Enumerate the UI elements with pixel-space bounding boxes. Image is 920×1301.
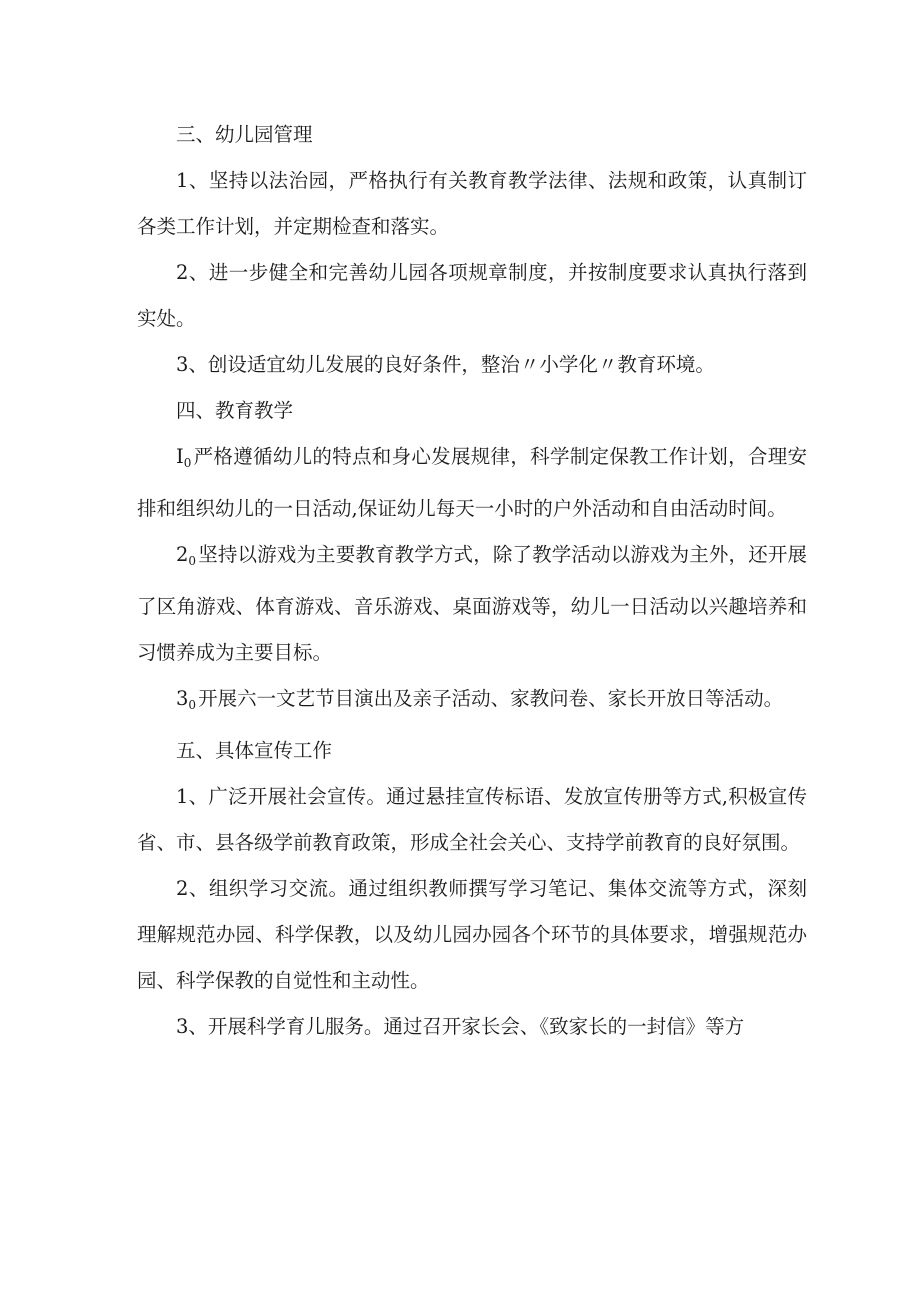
item-number: I — [176, 445, 184, 468]
paragraph-publicity-3: 3、开展科学育儿服务。通过召开家长会、《致家长的一封信》等方 — [176, 1015, 745, 1038]
paragraph-teaching-3 — [137, 676, 807, 728]
item-number-subscript: 0 — [188, 698, 197, 712]
paragraph-teaching-2 — [137, 532, 807, 676]
item-text: 严格遵循幼儿的特点和身心发展规律，科学制定保教工作计划，合理安排和组织幼儿的一日活动,保证幼儿每天一小时的户外活动和自由活动时间。 — [137, 445, 807, 520]
section-heading-teaching: 四、教育教学 — [176, 399, 294, 422]
item-number: 2 — [176, 543, 189, 566]
document-body — [137, 112, 807, 1050]
paragraph-management-3: 3、创设适宜幼儿发展的良好条件，整治〃小学化〃教育环境。 — [176, 353, 715, 376]
item-text: 坚持以游戏为主要教育教学方式，除了教学活动以游戏为主外，还开展了区角游戏、体育游戏、音乐游戏、桌面游戏等，幼儿一日活动以兴趣培养和习惯养成为主要目标。 — [137, 543, 807, 664]
section-heading-management: 三、幼儿园管理 — [176, 123, 313, 146]
item-number: 3 — [176, 687, 189, 710]
item-number-subscript: 0 — [183, 456, 192, 470]
paragraph-teaching-1 — [137, 434, 807, 532]
paragraph-publicity-1: 1、广泛开展社会宣传。通过悬挂宣传标语、发放宣传册等方式,积极宣传省、市、县各级学前教育政策，形成全社会关心、支持学前教育的良好氛围。 — [137, 785, 807, 854]
paragraph-management-2: 2、进一步健全和完善幼儿园各项规章制度，并按制度要求认真执行落到实处。 — [137, 261, 807, 330]
item-text: 开展六一文艺节目演出及亲子活动、家教问卷、家长开放日等活动。 — [198, 687, 784, 710]
paragraph-publicity-2: 2、组织学习交流。通过组织教师撰写学习笔记、集体交流等方式，深刻理解规范办园、科学保教，以及幼儿园办园各个环节的具体要求，增强规范办园、科学保教的自觉性和主动性。 — [137, 877, 807, 992]
paragraph-management-1: 1、坚持以法治园，严格执行有关教育教学法律、法规和政策，认真制订各类工作计划，并定期检查和落实。 — [137, 169, 807, 238]
section-heading-publicity: 五、具体宣传工作 — [176, 739, 333, 762]
item-number-subscript: 0 — [188, 554, 197, 568]
